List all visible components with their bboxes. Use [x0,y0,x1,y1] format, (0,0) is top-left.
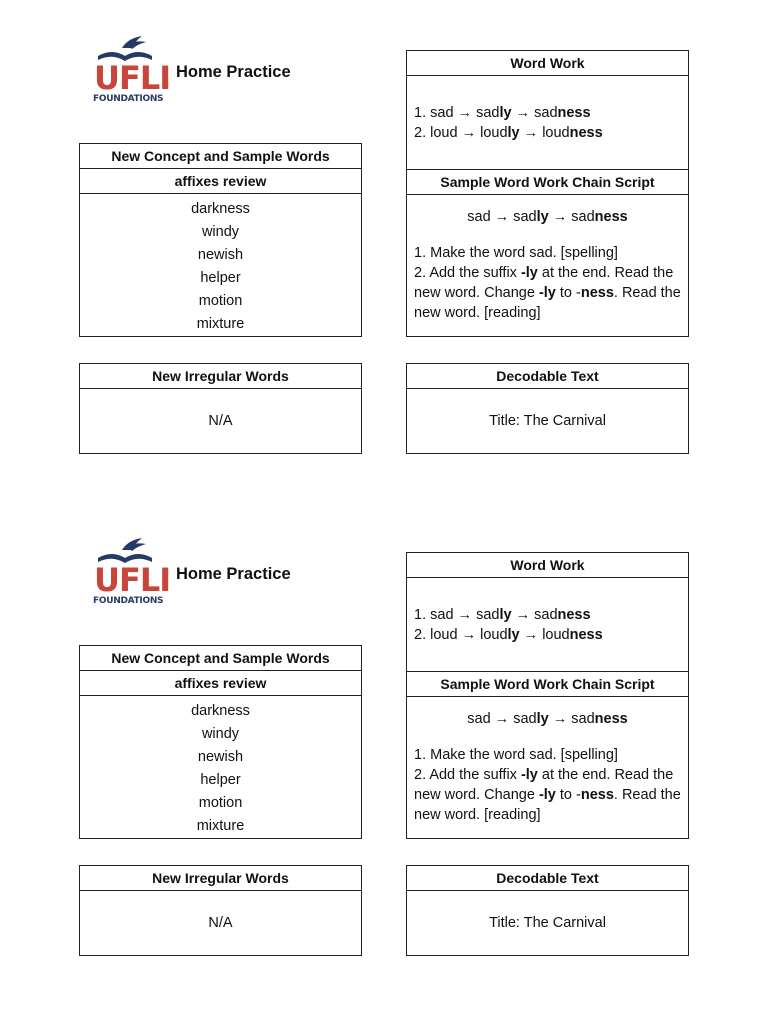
logo-subtext: FOUNDATIONS [93,94,164,104]
sample-word: newish [197,749,244,765]
page-title: Home Practice [176,565,291,583]
sample-word: helper [200,772,241,788]
new-concept-header: New Concept and Sample Words [80,646,361,671]
decodable-text-title: Title: The Carnival [489,413,606,429]
word-work-box [406,50,689,337]
sample-word: windy [201,224,240,240]
sample-word: mixture [196,818,245,834]
new-concept-header: New Concept and Sample Words [80,144,361,169]
chain-script-example: sad → sadly → sadness [467,209,628,225]
word-work-line: 1. sad → sadly → sadness [414,607,591,623]
irregular-words-value: N/A [208,915,233,931]
word-work-header: Word Work [407,553,688,578]
new-concept-box [79,143,362,337]
chain-script-example: sad → sadly → sadness [467,711,628,727]
logo-wordmark: UFLI [94,59,171,97]
word-work-box [406,552,689,839]
sample-word: darkness [191,703,250,719]
sample-words-list [80,194,361,336]
sample-word: darkness [191,201,250,217]
chain-script-step: 1. Make the word sad. [spelling] [414,747,618,763]
decodable-text-box [406,363,689,454]
chain-script-step: 1. Make the word sad. [spelling] [414,245,618,261]
sample-word: newish [197,247,244,263]
chain-script-header: Sample Word Work Chain Script [407,672,688,697]
word-work-line: 2. loud → loudly → loudness [414,627,603,643]
logo-wordmark: UFLI [94,561,171,599]
sample-word: motion [198,293,243,309]
sample-word: helper [200,270,241,286]
decodable-text-box [406,865,689,956]
word-work-line: 2. loud → loudly → loudness [414,125,603,141]
chain-script-header: Sample Word Work Chain Script [407,170,688,195]
concept-subheader: affixes review [80,671,361,696]
sample-words-list [80,696,361,838]
decodable-text-header: Decodable Text [407,364,688,389]
word-work-chain [407,76,688,170]
irregular-words-box [79,363,362,454]
ufli-logo [92,536,171,610]
irregular-words-box [79,865,362,956]
irregular-words-value: N/A [208,413,233,429]
new-concept-box [79,645,362,839]
sample-word: motion [198,795,243,811]
sample-word: mixture [196,316,245,332]
home-practice-card [0,0,768,502]
chain-script-step: 2. Add the suffix -ly at the end. Read the new word. Change -ly to -ness. Read the new word. [reading] [414,265,681,321]
word-work-chain [407,578,688,672]
home-practice-card [0,502,768,1004]
page-title: Home Practice [176,63,291,81]
concept-subheader: affixes review [80,169,361,194]
ufli-logo [92,34,171,108]
logo-subtext: FOUNDATIONS [93,596,164,606]
sample-word: windy [201,726,240,742]
irregular-words-header: New Irregular Words [80,866,361,891]
decodable-text-header: Decodable Text [407,866,688,891]
chain-script-step: 2. Add the suffix -ly at the end. Read the new word. Change -ly to -ness. Read the new word. [reading] [414,767,681,823]
irregular-words-header: New Irregular Words [80,364,361,389]
decodable-text-title: Title: The Carnival [489,915,606,931]
word-work-header: Word Work [407,51,688,76]
word-work-line: 1. sad → sadly → sadness [414,105,591,121]
